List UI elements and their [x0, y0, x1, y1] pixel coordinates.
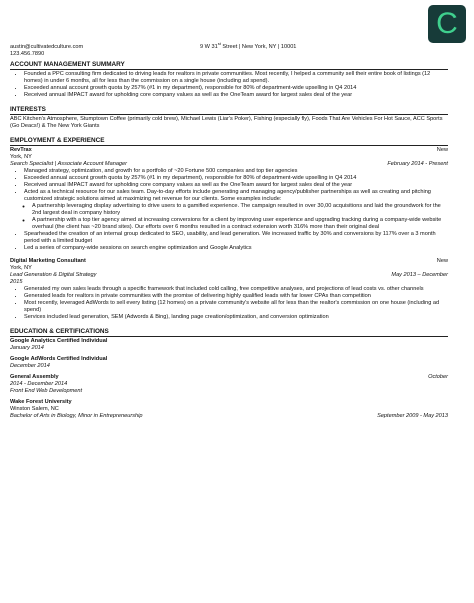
education-title: EDUCATION & CERTIFICATIONS: [10, 328, 448, 337]
job-bullet: • Received annual IMPACT award for upholding core company values as well as the OneTeam award for largest sales deal of the year: [24, 182, 448, 189]
job-dates: May 2013 – December: [391, 272, 448, 278]
interests-title: INTERESTS: [10, 106, 448, 115]
contact-row: [10, 41, 448, 51]
job-bullet: • Services included lead generation, SEM (Adwords & Bing), landing page creation/optimization, and conversion optimization: [24, 314, 448, 321]
job-sub-bullet: ◦ A partnership with a top tier agency aimed at increasing conversions for a client by improving user experience and upgrading tracking during a company-wide website overhaul (the client has ~20 brand sites). Our efforts over 6 months resulted in a contract extension worth 316% more than their original deal: [32, 217, 448, 231]
job-bullet: • Generated leads for realtors in private communities with the promise of delivering highly qualified leads with far lower CPAs than competition: [24, 293, 448, 300]
edu-name: Wake Forest University: [10, 399, 72, 405]
contact-address: 9 W 31st Street | New York, NY | 10001: [200, 41, 297, 50]
job-location-right: New: [436, 147, 448, 153]
job-revtrax: [10, 147, 448, 252]
experience-title: EMPLOYMENT & EXPERIENCE: [10, 137, 448, 146]
edu-item: [10, 338, 448, 352]
job-bullets: [10, 286, 448, 321]
interests-text: ABC Kitchen's Atmosphere, Stumptown Coffee (primarily cold brew), Michael Lewis (Liar's Poker), Fishing (especially fly), Foods That Are Vehicles For Hot Sauce, ACC Sports (Go Deacs!) & The New York Giants: [10, 116, 443, 129]
job-consultant: [10, 258, 448, 321]
edu-item: [10, 399, 448, 420]
contact-phone: 123.456.7890: [10, 51, 45, 57]
job-bullet: • Exceeded annual account growth quota by 257% (#1 in my department), responsible for 80% of department-wide upselling in Q4 2014: [24, 175, 448, 182]
edu-name: Google Analytics Certified Individual: [10, 338, 108, 344]
job-company: Digital Marketing Consultant: [10, 258, 86, 264]
edu-right: September 2009 - May 2013: [377, 413, 448, 419]
edu-item: [10, 356, 448, 370]
job-dates: February 2014 - Present: [387, 161, 448, 167]
job-dates-cont: 2015: [10, 279, 23, 285]
edu-sub: Winston Salem, NC: [10, 406, 59, 412]
job-location: York, NY: [10, 154, 32, 160]
summary-title: ACCOUNT MANAGEMENT SUMMARY: [10, 61, 448, 70]
contact-email: austin@cultivatedculture.com: [10, 44, 84, 50]
job-sub-bullet: ◦ A partnership leveraging display advertising to drive users to a gamified experience. The campaign resulted in over 30,00 acquisitions and laid the groundwork for the 2nd largest deal in company history: [32, 203, 448, 217]
edu-sub2: Front End Web Development: [10, 388, 83, 394]
job-location: York, NY: [10, 265, 32, 271]
edu-item: [10, 374, 448, 395]
edu-name: General Assembly: [10, 374, 59, 380]
job-bullet: • Led a series of company-wide sessions on search engine optimization and Google Analytics: [24, 245, 448, 252]
summary-list: [10, 71, 448, 99]
summary-bullet: • Exceeded annual account growth quota by 257% (#1 in my department), responsible for 80% of department-wide upselling in Q4 2014: [24, 85, 448, 92]
job-bullet: • Managed strategy, optimization, and growth for a portfolio of ~20 Fortune 500 companies and top tier agencies: [24, 168, 448, 175]
job-company: RevTrax: [10, 147, 32, 153]
job-location-right: New: [436, 258, 448, 264]
job-sub-bullets: [10, 203, 448, 231]
edu-sub: January 2014: [10, 345, 44, 351]
brand-logo: [428, 5, 466, 43]
summary-bullet: • Received annual IMPACT award for upholding core company values as well as the OneTeam award for largest sales deal of the year: [24, 92, 448, 99]
edu-name: Google AdWords Certified Individual: [10, 356, 108, 362]
summary-bullet: • Founded a PPC consulting firm dedicated to driving leads for realtors in private communities. Most recently, I helped a community sell their entire book of listings (12 homes) in under 6 months, all for less than the commission on a single house (including ad spend).: [24, 71, 448, 85]
edu-sub: December 2014: [10, 363, 50, 369]
edu-right: October: [428, 374, 448, 380]
job-bullets: [10, 168, 448, 203]
job-role: Lead Generation & Digital Strategy: [10, 272, 97, 278]
edu-sub2: Bachelor of Arts in Biology, Minor in Entrepreneurship: [10, 413, 143, 419]
job-role: Search Specialist | Associate Account Manager: [10, 161, 128, 167]
edu-sub: 2014 - December 2014: [10, 381, 68, 387]
job-bullets-after: [10, 231, 448, 252]
job-bullet: • Generated my own sales leads through a specific framework that included cold calling, free competitive analyses, and projections of lead costs vs. other channels: [24, 286, 448, 293]
job-bullet: • Most recently, leveraged AdWords to sell every listing (12 homes) on a private community's website all for less than the realtor's commission on one house (including ad spend): [24, 300, 448, 314]
brand-logo-letter: C: [436, 7, 458, 40]
job-bullet: • Spearheaded the creation of an internal group dedicated to SEO, usability, and lead generation. We increased traffic by 30% and conversions by 117% over a 3 month period with a limited budget: [24, 231, 448, 245]
job-bullet: • Acted as a technical resource for our sales team. Day-to-day efforts include generating and managing agency/publisher partnerships as well as creating and pitching customized strategic solutions aimed at maximizing net revenue for our clients. Some examples include:: [24, 189, 448, 203]
